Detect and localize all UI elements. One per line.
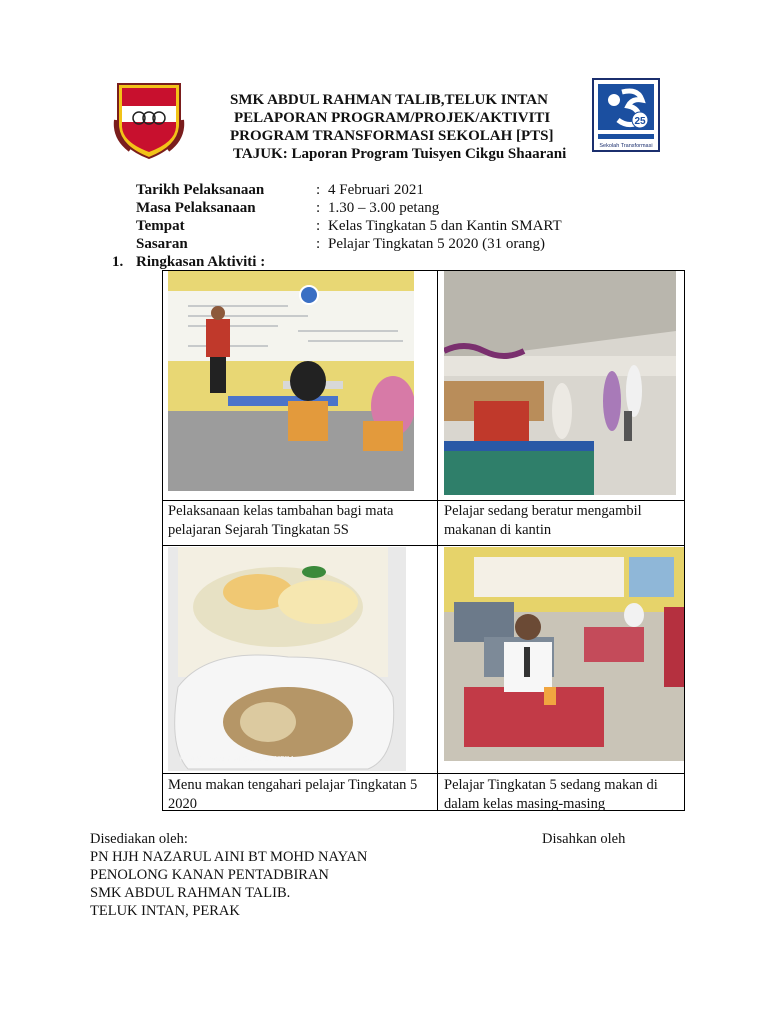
detail-value: Pelajar Tingkatan 5 2020 (31 orang) <box>328 236 546 252</box>
logo-number: 25 <box>634 116 646 127</box>
table-divider <box>162 773 685 774</box>
preparer-school: SMK ABDUL RAHMAN TALIB. <box>90 885 291 901</box>
lunch-menu-photo <box>168 547 406 771</box>
detail-value: 4 Februari 2021 <box>328 182 424 198</box>
section-title: Ringkasan Aktiviti : <box>136 254 266 270</box>
detail-value: Kelas Tingkatan 5 dan Kantin SMART <box>328 218 562 234</box>
canteen-queue-photo <box>444 271 676 495</box>
detail-row-place <box>0 218 768 236</box>
camera-watermark: HUAWEI nova 7i AI QUAD CAMERA <box>180 756 295 763</box>
table-divider <box>437 270 438 811</box>
detail-label: Sasaran <box>136 236 188 252</box>
detail-row-date <box>0 182 768 200</box>
section-number: 1. <box>112 254 124 270</box>
preparer-location: TELUK INTAN, PERAK <box>90 903 240 919</box>
detail-row-time <box>0 200 768 218</box>
table-divider <box>162 545 440 546</box>
detail-value: 1.30 – 3.00 petang <box>328 200 440 216</box>
photo-caption: Pelajar Tingkatan 5 sedang makan di dalam kelas masing-masing <box>444 777 658 812</box>
approved-by-label: Disahkan oleh <box>542 831 626 847</box>
table-divider <box>162 500 685 501</box>
logo-caption: Sekolah Transformasi <box>599 143 653 149</box>
detail-label: Tempat <box>136 218 185 234</box>
preparer-name: PN HJH NAZARUL AINI BT MOHD NAYAN <box>90 849 368 865</box>
detail-colon: : <box>316 182 321 198</box>
table-divider <box>437 545 685 546</box>
prepared-by-label: Disediakan oleh: <box>90 831 188 847</box>
preparer-position: PENOLONG KANAN PENTADBIRAN <box>90 867 329 883</box>
photo-caption: Pelajar sedang beratur mengambil makanan di kantin <box>444 503 642 538</box>
detail-colon: : <box>316 218 321 234</box>
report-type-title: PELAPORAN PROGRAM/PROJEK/AKTIVITI <box>234 110 551 126</box>
detail-colon: : <box>316 236 321 252</box>
detail-label: Masa Pelaksanaan <box>136 200 256 216</box>
topic-title: TAJUK: Laporan Program Tuisyen Cikgu Shaarani <box>233 146 567 162</box>
pts-logo <box>592 78 660 152</box>
detail-label: Tarikh Pelaksanaan <box>136 182 265 198</box>
detail-row-target <box>0 236 768 254</box>
program-title: PROGRAM TRANSFORMASI SEKOLAH [PTS] <box>230 128 554 144</box>
classroom-meal-photo <box>444 547 684 761</box>
school-title: SMK ABDUL RAHMAN TALIB,TELUK INTAN <box>230 92 548 108</box>
detail-colon: : <box>316 200 321 216</box>
photo-caption: Menu makan tengahari pelajar Tingkatan 5 2020 <box>168 777 418 812</box>
school-crest-logo <box>112 80 186 160</box>
photo-caption: Pelaksanaan kelas tambahan bagi mata pelajaran Sejarah Tingkatan 5S <box>168 503 394 538</box>
classroom-lesson-photo <box>168 271 414 491</box>
